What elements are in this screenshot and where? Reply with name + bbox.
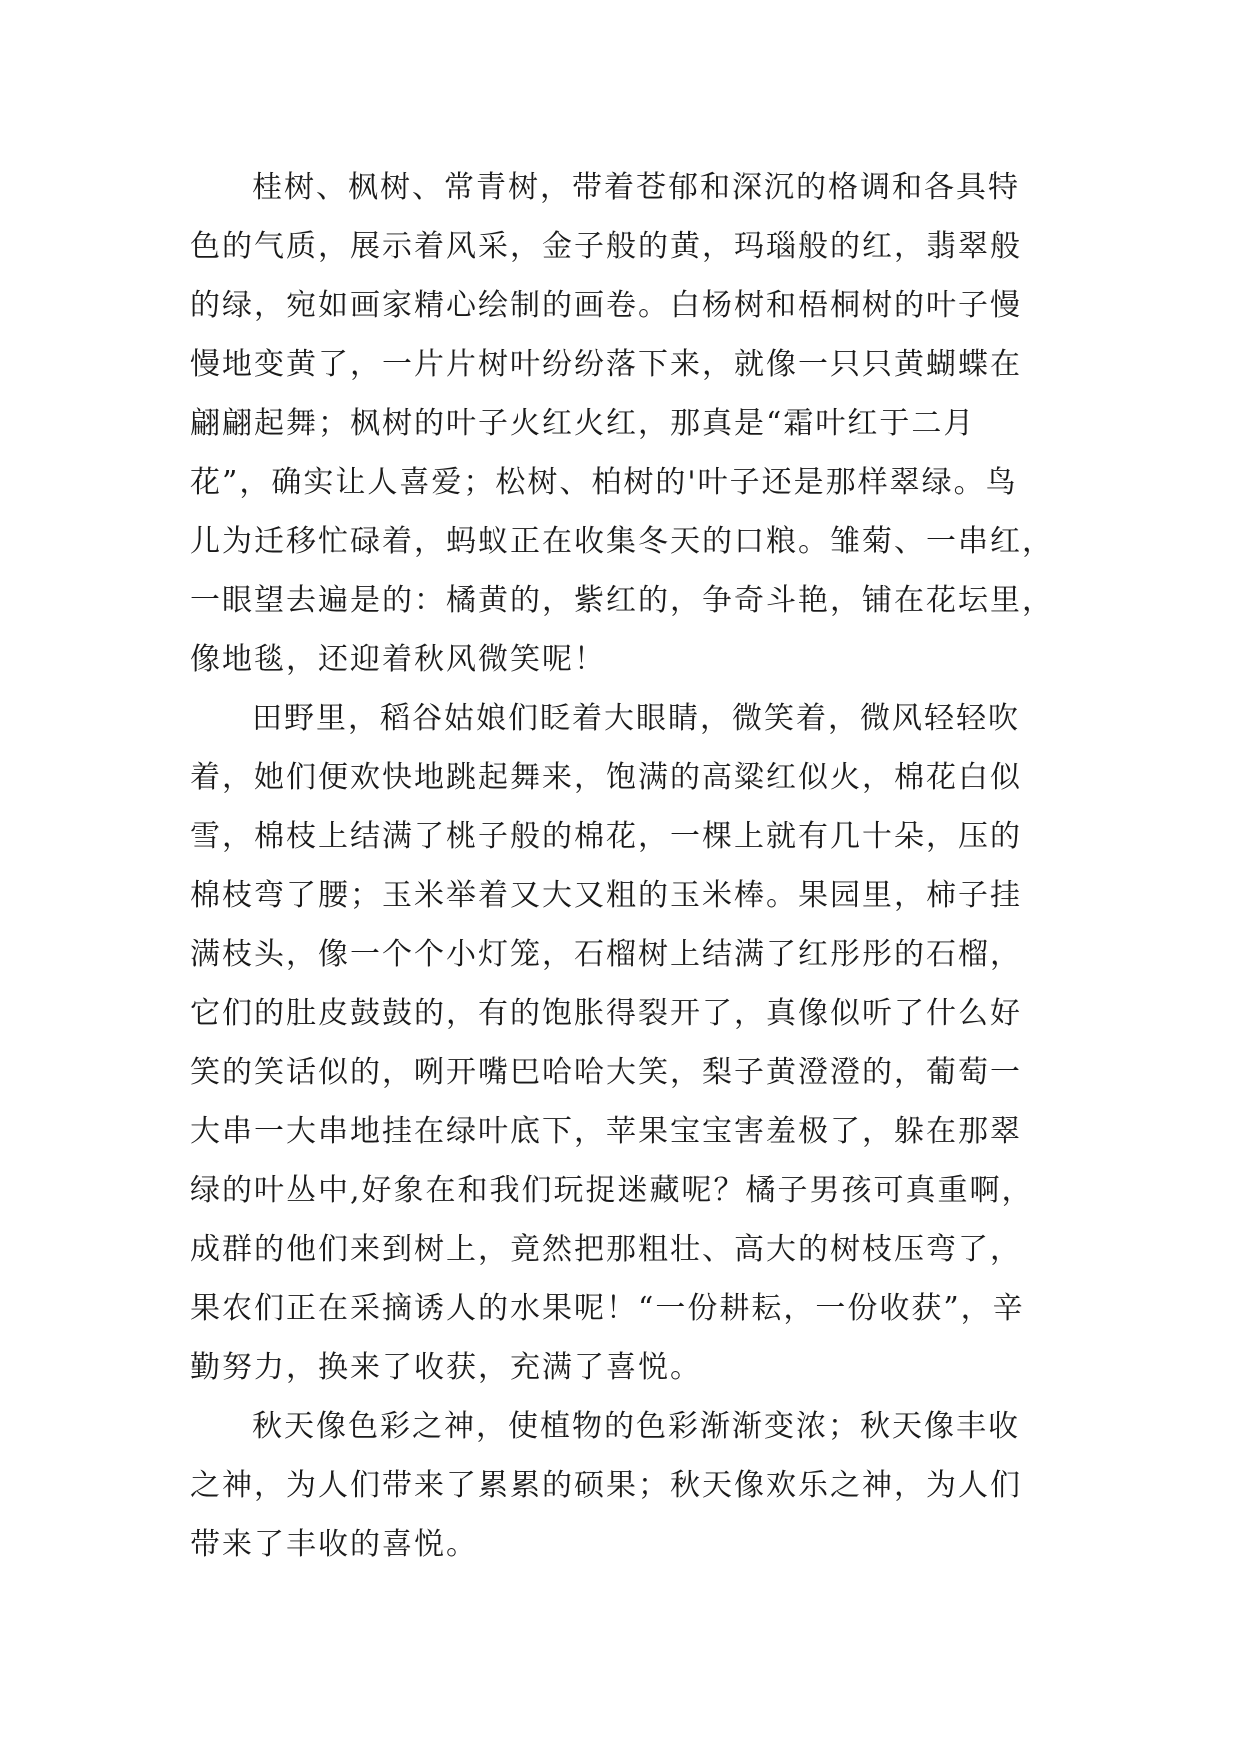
text-line: 果农们正在采摘诱人的水果呢！“一份耕耘，一份收获”，辛 [190,1291,1025,1326]
paragraph-2 [190,689,1050,1397]
text-line: 雪，棉枝上结满了桃子般的棉花，一棵上就有几十朵，压的 [190,819,1022,854]
text-line: 色的气质，展示着风采，金子般的黄，玛瑙般的红，翡翠般 [190,229,1022,264]
text-line: 慢地变黄了，一片片树叶纷纷落下来，就像一只只黄蝴蝶在 [190,347,1022,382]
text-line: 着，她们便欢快地跳起舞来，饱满的高粱红似火，棉花白似 [190,760,1022,795]
text-line: 田野里，稻谷姑娘们眨着大眼睛，微笑着，微风轻轻吹 [252,701,1020,736]
text-line: 满枝头，像一个个小灯笼，石榴树上结满了红彤彤的石榴， [190,937,1022,972]
text-line: 它们的肚皮鼓鼓的，有的饱胀得裂开了，真像似听了什么好 [190,996,1022,1031]
text-line: 一眼望去遍是的：橘黄的，紫红的，争奇斗艳，铺在花坛里， [190,583,1054,618]
text-line: 之神，为人们带来了累累的硕果；秋天像欢乐之神，为人们 [190,1468,1022,1503]
text-line: 翩翩起舞；枫树的叶子火红火红，那真是“霜叶红于二月 [190,406,976,441]
text-line: 成群的他们来到树上，竟然把那粗壮、高大的树枝压弯了， [190,1232,1022,1267]
text-line: 儿为迁移忙碌着，蚂蚁正在收集冬天的口粮。雏菊、一串红， [190,524,1054,559]
text-line: 大串一大串地挂在绿叶底下，苹果宝宝害羞极了，躲在那翠 [190,1114,1022,1149]
text-line: 绿的叶丛中,好象在和我们玩捉迷藏呢？橘子男孩可真重啊， [190,1173,1034,1208]
text-line: 像地毯，还迎着秋风微笑呢！ [190,642,606,677]
text-line: 桂树、枫树、常青树，带着苍郁和深沉的格调和各具特 [252,170,1020,205]
paragraph-3 [190,1397,1050,1574]
text-line: 花”，确实让人喜爱；松树、柏树的'叶子还是那样翠绿。鸟 [190,465,1018,500]
text-line: 的绿，宛如画家精心绘制的画卷。白杨树和梧桐树的叶子慢 [190,288,1022,323]
text-line: 棉枝弯了腰；玉米举着又大又粗的玉米棒。果园里，柿子挂 [190,878,1022,913]
text-line: 带来了丰收的喜悦。 [190,1527,478,1562]
paragraph-1 [190,158,1054,689]
text-line: 勤努力，换来了收获，充满了喜悦。 [190,1350,702,1385]
document-body [190,158,1054,1574]
text-line: 秋天像色彩之神，使植物的色彩渐渐变浓；秋天像丰收 [252,1409,1020,1444]
text-line: 笑的笑话似的，咧开嘴巴哈哈大笑，梨子黄澄澄的，葡萄一 [190,1055,1022,1090]
